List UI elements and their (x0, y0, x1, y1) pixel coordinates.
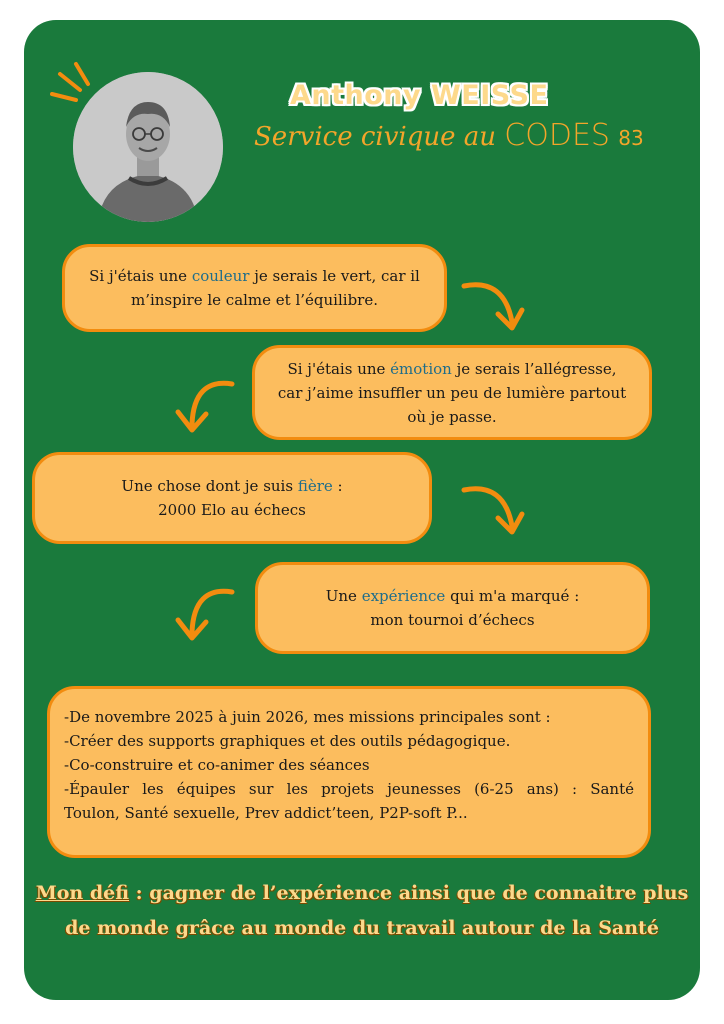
bubble-missions (47, 686, 651, 858)
curved-arrow-left-icon (170, 372, 240, 442)
role-number: 83 (618, 126, 644, 150)
mission-line: -Épauler les équipes sur les projets jeunesses (6-25 ans) : Santé (64, 780, 634, 798)
curved-arrow-left-icon (170, 580, 240, 650)
bubble-fierte (32, 452, 432, 544)
role-prefix: Service civique au (254, 122, 497, 152)
bubble-emotion (252, 345, 652, 440)
keyword-fierte: fière (297, 477, 333, 495)
keyword-couleur: couleur (191, 267, 250, 285)
mission-line: -Créer des supports graphiques et des outils pédagogique. (64, 732, 511, 750)
mission-line: -De novembre 2025 à juin 2026, mes missions principales sont : (64, 708, 551, 726)
defi-text: gagner de l’expérience ainsi que de connaitre plus de monde grâce au monde du travail autour de la Santé (65, 882, 689, 939)
curved-arrow-right-icon (458, 476, 528, 546)
person-name: Anthony WEISSE (290, 80, 549, 111)
bubble-experience-text: Une expérience qui m'a marqué : mon tournoi d’échecs (325, 587, 580, 629)
person-role (254, 118, 674, 153)
role-org: CODES (504, 118, 610, 153)
bubble-experience (255, 562, 650, 654)
mission-line: Toulon, Santé sexuelle, Prev addict’teen, P2P-soft P... (64, 804, 468, 822)
bubble-emotion-text: Si j'étais une émotion je serais l’allégresse, car j’aime insuffler un peu de lumière partout où je passe. (277, 359, 627, 426)
curved-arrow-right-icon (458, 272, 528, 342)
mission-line: -Co-construire et co-animer des séances (64, 756, 370, 774)
bubble-couleur-text: Si j'étais une couleur je serais le vert, car il m’inspire le calme et l’équilibre. (89, 267, 420, 309)
defi-label: Mon défi (35, 882, 130, 904)
bubble-fierte-text: Une chose dont je suis fière : 2000 Elo au échecs (121, 477, 343, 519)
profile-photo (73, 72, 223, 222)
bubble-couleur (62, 244, 447, 332)
keyword-emotion: émotion (390, 359, 452, 378)
keyword-experience: expérience (361, 587, 446, 605)
defi-statement: Mon défi : gagner de l’expérience ainsi que de connaitre plus de monde grâce au monde du travail autour de la Santé (35, 882, 689, 939)
